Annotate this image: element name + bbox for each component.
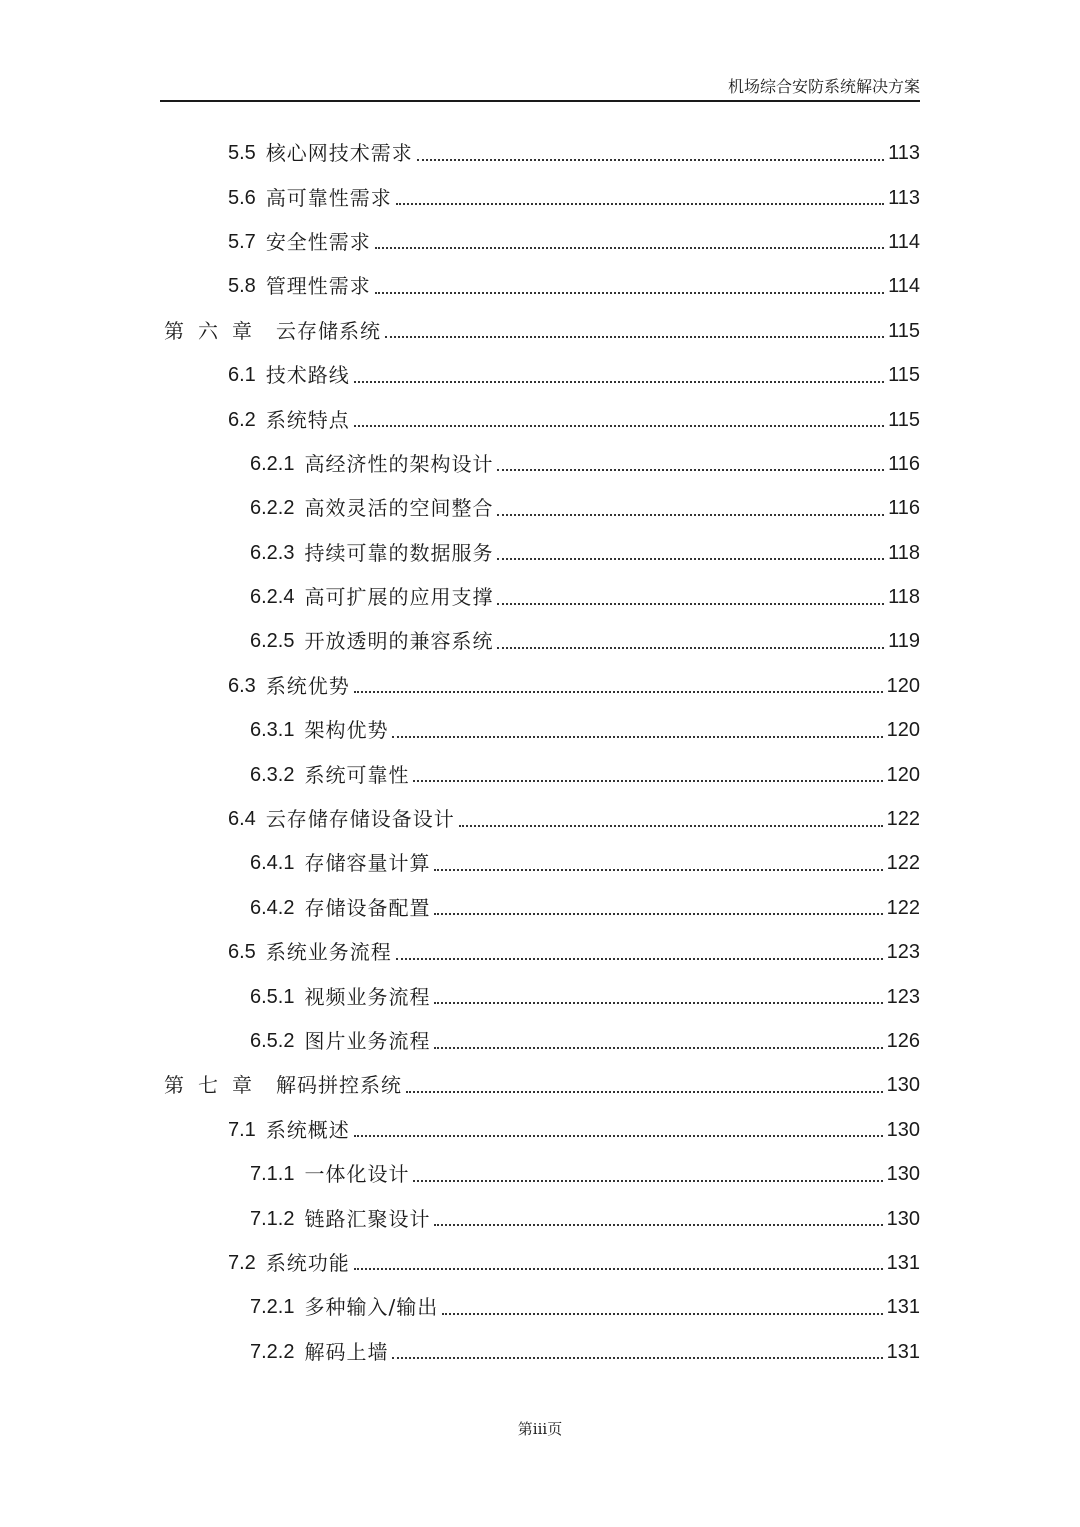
toc-entry-title: 高效灵活的空间整合 <box>304 496 494 521</box>
toc-entry-number: 6.2 <box>228 408 256 431</box>
toc-entry-title: 安全性需求 <box>265 229 371 254</box>
toc-entry-title: 多种输入/输出 <box>304 1295 439 1320</box>
toc-entry-title: 解码上墙 <box>304 1339 389 1364</box>
toc-entry-page-number: 113 <box>888 142 920 165</box>
toc-entry-dot-leader <box>497 468 884 471</box>
toc-entry[interactable] <box>0 309 920 353</box>
toc-entry-number: 6.3.2 <box>250 763 295 786</box>
toc-entry-number: 第六章 <box>164 318 266 343</box>
toc-entry[interactable] <box>0 974 920 1018</box>
toc-entry-dot-leader <box>434 1223 882 1226</box>
toc-entry-number: 6.5 <box>228 941 256 964</box>
toc-entry-title: 技术路线 <box>265 363 350 388</box>
table-of-contents <box>0 131 1080 1374</box>
toc-entry[interactable] <box>0 220 920 264</box>
toc-entry-title: 存储容量计算 <box>304 851 431 876</box>
toc-entry-dot-leader <box>406 1090 883 1093</box>
toc-entry-number: 6.2.5 <box>250 630 295 653</box>
toc-entry[interactable] <box>0 797 920 841</box>
toc-entry-number: 5.6 <box>228 186 256 209</box>
toc-entry[interactable] <box>0 886 920 930</box>
toc-entry-dot-leader <box>396 202 884 205</box>
toc-entry-number: 6.2.4 <box>250 586 295 609</box>
toc-entry-title: 云存储系统 <box>276 318 381 343</box>
toc-entry-page-number: 130 <box>886 1074 920 1097</box>
toc-entry-page-number: 118 <box>888 586 920 609</box>
toc-entry-dot-leader <box>497 602 884 605</box>
toc-entry-page-number: 122 <box>886 852 920 875</box>
toc-entry[interactable] <box>0 1063 920 1107</box>
toc-entry[interactable] <box>0 619 920 663</box>
toc-entry-number: 6.2.1 <box>250 452 295 475</box>
toc-entry-title: 持续可靠的数据服务 <box>304 540 494 565</box>
toc-entry[interactable] <box>0 175 920 219</box>
toc-entry-number: 7.2 <box>228 1251 256 1274</box>
toc-entry[interactable] <box>0 486 920 530</box>
toc-entry-dot-leader <box>434 912 882 915</box>
toc-entry-number: 5.5 <box>228 142 256 165</box>
toc-entry[interactable] <box>0 442 920 486</box>
toc-entry-dot-leader <box>497 557 884 560</box>
toc-entry-title: 系统特点 <box>265 407 350 432</box>
toc-entry-page-number: 130 <box>886 1207 920 1230</box>
toc-entry-page-number: 131 <box>886 1251 920 1274</box>
toc-entry[interactable] <box>0 397 920 441</box>
toc-entry-dot-leader <box>434 1046 882 1049</box>
toc-entry-number: 5.8 <box>228 275 256 298</box>
toc-entry-title: 系统业务流程 <box>265 940 392 965</box>
toc-entry-number: 6.3.1 <box>250 719 295 742</box>
toc-entry[interactable] <box>0 531 920 575</box>
toc-entry[interactable] <box>0 664 920 708</box>
toc-entry-page-number: 123 <box>886 941 920 964</box>
toc-entry-page-number: 115 <box>888 364 920 387</box>
toc-entry-page-number: 116 <box>888 452 920 475</box>
toc-entry-number: 7.1 <box>228 1118 256 1141</box>
toc-entry[interactable] <box>0 1152 920 1196</box>
toc-entry-page-number: 113 <box>888 186 920 209</box>
toc-entry[interactable] <box>0 708 920 752</box>
toc-entry-title: 高经济性的架构设计 <box>304 451 494 476</box>
toc-entry-dot-leader <box>354 380 884 383</box>
toc-entry-title: 核心网技术需求 <box>265 141 413 166</box>
toc-entry[interactable] <box>0 1285 920 1329</box>
toc-entry-title: 系统概述 <box>265 1117 350 1142</box>
toc-entry[interactable] <box>0 264 920 308</box>
toc-entry-title: 管理性需求 <box>265 274 371 299</box>
toc-entry-page-number: 130 <box>886 1118 920 1141</box>
toc-entry-number: 6.3 <box>228 674 256 697</box>
toc-entry-page-number: 118 <box>888 541 920 564</box>
toc-entry-title: 系统优势 <box>265 673 350 698</box>
toc-entry-dot-leader <box>392 1356 882 1359</box>
toc-entry-number: 7.2.1 <box>250 1296 295 1319</box>
toc-entry-page-number: 130 <box>886 1163 920 1186</box>
toc-entry-title: 链路汇聚设计 <box>304 1206 431 1231</box>
toc-entry-dot-leader <box>413 1179 882 1182</box>
toc-entry-dot-leader <box>354 1267 883 1270</box>
toc-entry-dot-leader <box>354 1134 883 1137</box>
toc-entry-number: 6.4 <box>228 808 256 831</box>
toc-entry-page-number: 114 <box>888 230 920 253</box>
toc-entry-dot-leader <box>442 1312 882 1315</box>
toc-entry-title: 视频业务流程 <box>304 984 431 1009</box>
toc-entry[interactable] <box>0 930 920 974</box>
toc-entry-page-number: 120 <box>886 719 920 742</box>
toc-entry[interactable] <box>0 1108 920 1152</box>
toc-entry-number: 5.7 <box>228 230 256 253</box>
toc-entry-page-number: 123 <box>886 985 920 1008</box>
toc-entry-dot-leader <box>392 735 882 738</box>
toc-entry-number: 第七章 <box>164 1073 266 1098</box>
toc-entry-number: 6.4.2 <box>250 896 295 919</box>
page-number: 第iii页 <box>517 1420 563 1438</box>
toc-entry-page-number: 126 <box>886 1030 920 1052</box>
toc-entry-number: 6.2.3 <box>250 541 295 564</box>
toc-entry[interactable] <box>0 1241 920 1285</box>
toc-entry-number: 7.1.1 <box>250 1163 295 1186</box>
toc-entry-dot-leader <box>497 646 884 649</box>
toc-entry-title: 云存储存储设备设计 <box>265 807 455 832</box>
toc-entry[interactable] <box>0 841 920 885</box>
toc-entry-number: 6.5.2 <box>250 1030 295 1052</box>
toc-entry-page-number: 120 <box>886 674 920 697</box>
toc-entry-number: 7.2.2 <box>250 1340 295 1363</box>
toc-entry-dot-leader <box>375 246 884 249</box>
toc-entry-title: 系统功能 <box>265 1250 350 1275</box>
toc-entry-dot-leader <box>375 291 884 294</box>
toc-entry-title: 系统可靠性 <box>304 762 410 787</box>
toc-entry-number: 6.4.1 <box>250 852 295 875</box>
toc-entry-title: 架构优势 <box>304 718 389 743</box>
toc-entry-number: 6.2.2 <box>250 497 295 520</box>
toc-entry-title: 高可靠性需求 <box>265 185 392 210</box>
toc-entry-title: 存储设备配置 <box>304 895 431 920</box>
toc-entry[interactable] <box>0 131 920 175</box>
toc-entry-number: 6.1 <box>228 364 256 387</box>
toc-entry[interactable] <box>0 1019 920 1063</box>
toc-entry-dot-leader <box>354 690 883 693</box>
toc-entry[interactable] <box>0 1330 920 1374</box>
toc-entry-dot-leader <box>459 824 883 827</box>
toc-entry-title: 开放透明的兼容系统 <box>304 629 494 654</box>
toc-entry-dot-leader <box>385 335 884 338</box>
toc-entry-page-number: 120 <box>886 763 920 786</box>
toc-entry-page-number: 122 <box>886 808 920 831</box>
toc-entry[interactable] <box>0 575 920 619</box>
document-header-title: 机场综合安防系统解决方案 <box>727 77 920 96</box>
header-divider <box>160 100 920 102</box>
toc-entry-number: 7.1.2 <box>250 1207 295 1230</box>
toc-entry-title: 高可扩展的应用支撑 <box>304 585 494 610</box>
toc-entry-dot-leader <box>434 868 882 871</box>
toc-entry-title: 一体化设计 <box>304 1162 410 1187</box>
toc-entry-dot-leader <box>417 158 884 161</box>
toc-entry-number: 6.5.1 <box>250 985 295 1008</box>
toc-entry-page-number: 114 <box>888 275 920 298</box>
toc-entry-title: 图片业务流程 <box>304 1029 431 1053</box>
toc-entry[interactable] <box>0 1196 920 1240</box>
toc-entry-page-number: 116 <box>888 497 920 520</box>
toc-entry-title: 解码拼控系统 <box>276 1073 402 1098</box>
toc-entry-page-number: 122 <box>886 896 920 919</box>
toc-entry[interactable] <box>0 752 920 796</box>
toc-entry-dot-leader <box>497 513 884 516</box>
toc-entry-page-number: 115 <box>888 319 920 342</box>
toc-entry-dot-leader <box>396 957 883 960</box>
toc-entry-page-number: 131 <box>886 1340 920 1363</box>
toc-entry-page-number: 119 <box>888 630 920 653</box>
toc-entry[interactable] <box>0 353 920 397</box>
toc-entry-page-number: 115 <box>888 408 920 431</box>
toc-entry-dot-leader <box>354 424 884 427</box>
toc-entry-page-number: 131 <box>886 1296 920 1319</box>
toc-entry-dot-leader <box>413 779 882 782</box>
toc-entry-dot-leader <box>434 1001 882 1004</box>
